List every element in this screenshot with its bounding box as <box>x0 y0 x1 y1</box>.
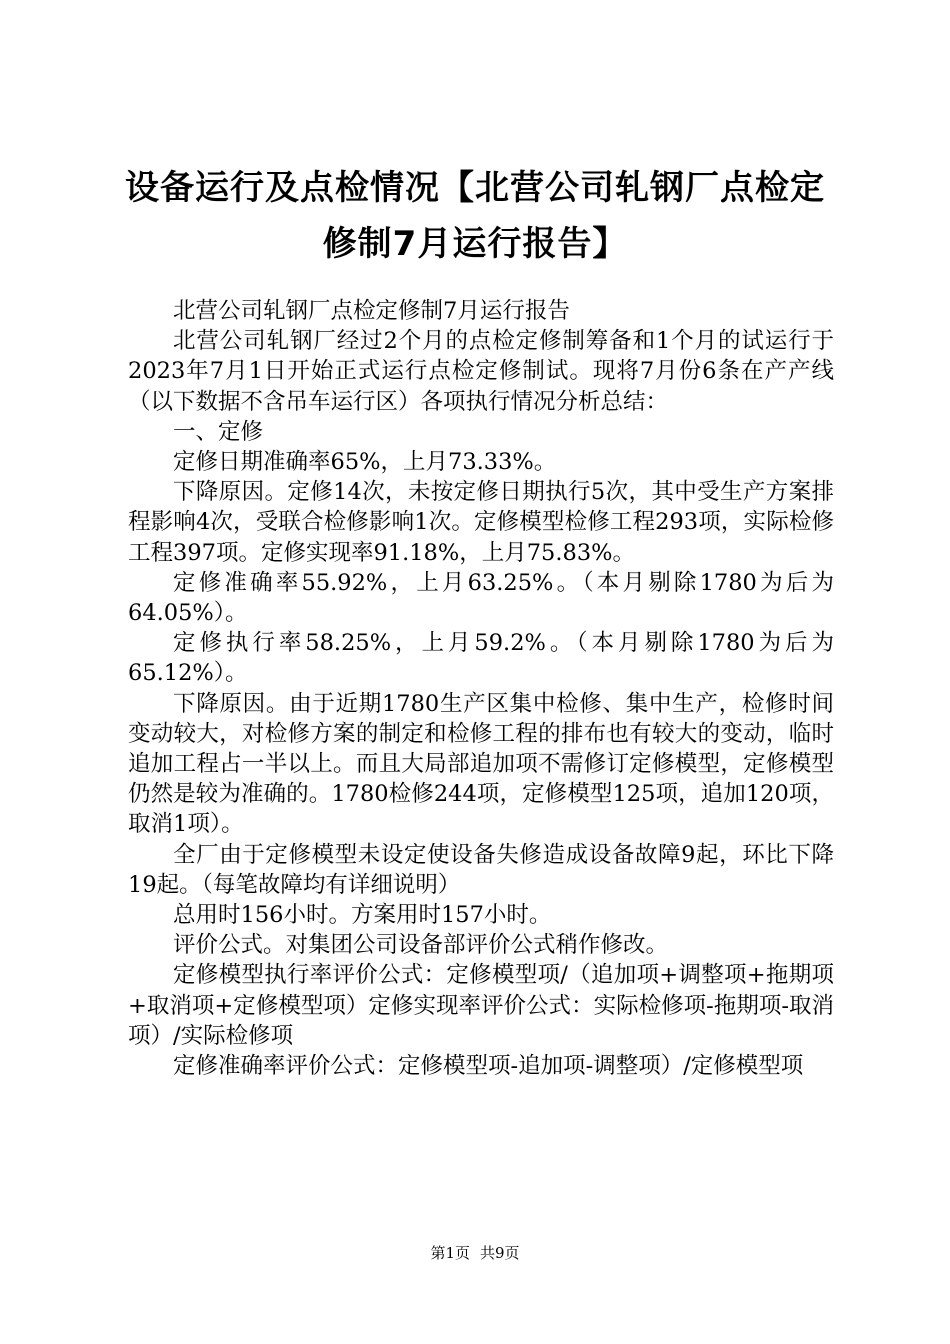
paragraph: 定修日期准确率65%，上月73.33%。 <box>173 449 557 476</box>
paragraph: 总用时156小时。方案用时157小时。 <box>173 902 552 929</box>
page-footer <box>0 1243 950 1263</box>
section-heading: 一、定修 <box>173 418 264 445</box>
page-number: 第1页 <box>430 1244 470 1262</box>
paragraph: 定修准确率55.92%，上月63.25%。（本月剔除1780为后为64.05%）。 <box>128 569 834 627</box>
paragraph: 定修准确率评价公式：定修模型项-追加项-调整项）/定修模型项 <box>173 1053 804 1080</box>
document-body <box>128 296 834 1081</box>
document-title: 设备运行及点检情况【北营公司轧钢厂点检定修制7月运行报告】 <box>125 168 825 264</box>
paragraph: 北营公司轧钢厂点检定修制7月运行报告 <box>173 298 570 324</box>
paragraph: 全厂由于定修模型未设定使设备失修造成设备故障9起，环比下降19起。（每笔故障均有详细说明） <box>128 841 834 898</box>
paragraph: 下降原因。定修14次，未按定修日期执行5次，其中受生产方案排程影响4次，受联合检修影响1次。定修模型检修工程293项，实际检修工程397项。定修实现率91.18%，上月75.83%。 <box>128 479 834 566</box>
paragraph: 评价公式。对集团公司设备部评价公式稍作修改。 <box>173 932 669 959</box>
paragraph: 北营公司轧钢厂经过2个月的点检定修制筹备和1个月的试运行于2023年7月1日开始正式运行点检定修制试。现将7月份6条在产产线（以下数据不含吊车运行区）各项执行情况分析总结： <box>128 328 834 415</box>
paragraph: 下降原因。由于近期1780生产区集中检修、集中生产，检修时间变动较大，对检修方案的制定和检修工程的排布也有较大的变动，临时追加工程占一半以上。而且大局部追加项不需修订定修模型，定修模型仍然是较为准确的。1780检修244项，定修模型125项，追加120项，取消1项）。 <box>128 690 834 838</box>
paragraph: 定修执行率58.25%，上月59.2%。（本月剔除1780为后为65.12%）。 <box>128 630 834 687</box>
page-total: 共9页 <box>480 1244 520 1262</box>
paragraph: 定修模型执行率评价公式：定修模型项/（追加项+调整项+拖期项+取消项+定修模型项）定修实现率评价公式：实际检修项-拖期项-取消项）/实际检修项 <box>128 962 834 1049</box>
